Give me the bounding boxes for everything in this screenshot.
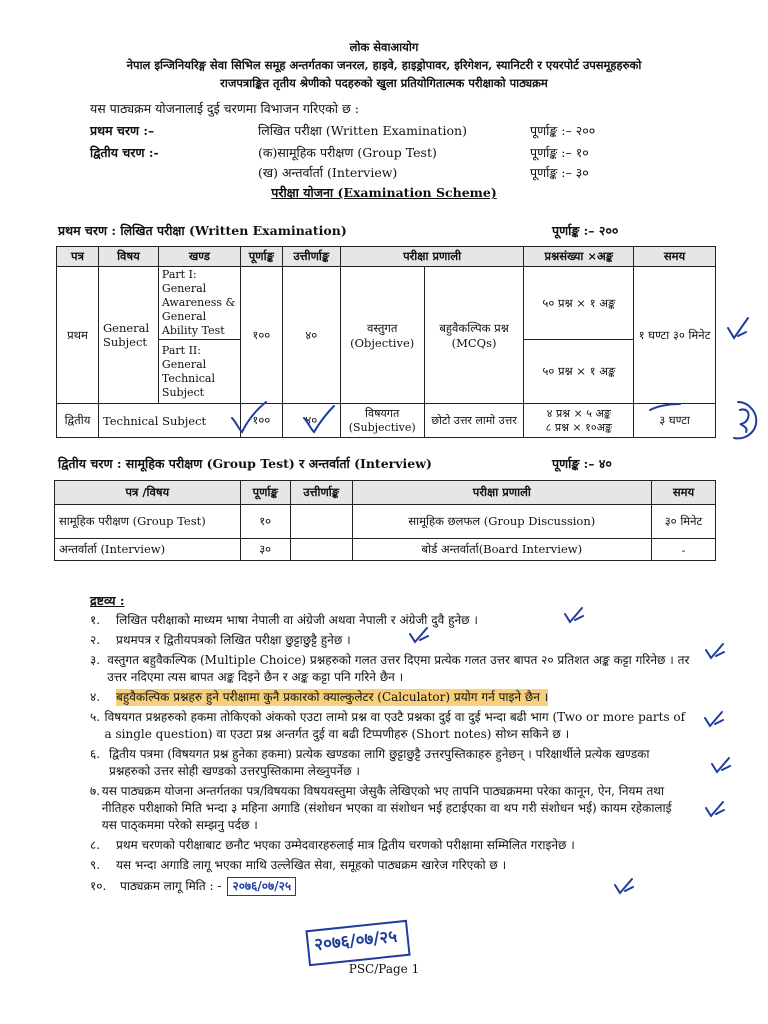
note-item: १०. पाठ्यक्रम लागू मिति : - २०७६/०७/२५ (90, 877, 690, 896)
phase2-desc-a: (क)सामूहिक परीक्षण (Group Test) (258, 145, 437, 160)
p2-row1-method: सामूहिक छलफल (Group Discussion) (352, 505, 651, 539)
p2-col-method: परीक्षा प्रणाली (352, 481, 651, 505)
note-text: विषयगत प्रश्नहरुको हकमा तोकिएको अंकको एउटा लामो प्रश्न वा एउटै प्रश्नका दुई वा दुई भन्दा बढी भाग (Two or more parts of a single question) वा एउटा प्रश्न अन्तर्गत दुई वा बढी टिप्पणीहरु (Short notes) सोध्न सकिने छ । (104, 710, 686, 741)
p2-col-pass: उत्तीर्णाङ्क (290, 481, 352, 505)
row2-type: विषयगत (Subjective) (340, 404, 424, 438)
p2-row2-method: बोर्ड अन्तर्वार्ता(Board Interview) (352, 539, 651, 561)
note-item: ५. विषयगत प्रश्नहरुको हकमा तोकिएको अंकको एउटा लामो प्रश्न वा एउटै प्रश्नका दुई वा दुई भन्दा बढी भाग (Two or more parts of a single question) वा एउटा प्रश्न अन्तर्गत दुई वा बढी टिप्पणीहरु (Short notes) सोध्न सकिने छ । (90, 709, 690, 743)
note-item: ३. वस्तुगत बहुवैकल्पिक (Multiple Choice) प्रश्नहरुको गलत उत्तर दिएमा प्रत्येक गलत उत्तर बापत २० प्रतिशत अङ्क कट्टा गरिनेछ । तर उत्तर नदिएमा त्यस बापत अङ्क दिइने छैन र अङ्क कट्टा पनि गरिने छैन । (90, 653, 690, 684)
written-exam-title: प्रथम चरण : लिखित परीक्षा (Written Examination) (58, 223, 347, 238)
row1-time: १ घण्टा ३० मिनेट (634, 267, 716, 404)
tick-mark-icon (728, 318, 748, 338)
row2-pass: ४० (282, 404, 340, 438)
p2-row1-time: ३० मिनेट (652, 505, 716, 539)
p2-col-subject: पत्र /विषय (55, 481, 241, 505)
row1-part1: Part I: General Awareness & General Ability Test (158, 267, 240, 340)
phase2-marks-b: पूर्णाङ्क :– ३० (530, 165, 589, 180)
tick-mark-icon (565, 608, 583, 622)
syllabus-title: राजपत्राङ्कित तृतीय श्रेणीको पदहरुको खुला प्रतियोगितात्मक परीक्षाको पाठ्यक्रम (220, 76, 548, 90)
note-text-highlighted: बहुवैकल्पिक प्रश्नहरु हुने परीक्षामा कुनै प्रकारको क्याल्कुलेटर (Calculator) प्रयोग गर्न पाइने छैन । (116, 690, 549, 704)
tick-mark-icon (706, 802, 724, 816)
col-subject: विषय (98, 247, 158, 267)
phase1-desc: लिखित परीक्षा (Written Examination) (258, 123, 467, 138)
row2-time: ३ घण्टा (634, 404, 716, 438)
p2-row1-full: १० (240, 505, 290, 539)
note-text: वस्तुगत बहुवैकल्पिक (Multiple Choice) प्रश्नहरुको गलत उत्तर दिएमा प्रत्येक गलत उत्तर बापत २० प्रतिशत अङ्क कट्टा गरिनेछ । तर उत्तर नदिएमा त्यस बापत अङ्क दिइने छैन र अङ्क कट्टा पनि गरिने छैन । (107, 653, 690, 684)
note-item: ४. बहुवैकल्पिक प्रश्नहरु हुने परीक्षामा कुनै प्रकारको क्याल्कुलेटर (Calculator) प्रयोग गर्न पाइने छैन । (90, 690, 549, 704)
intro-text: यस पाठ्यक्रम योजनालाई दुई चरणमा विभाजन गरिएको छ : (90, 101, 359, 116)
group-test-title: द्वितीय चरण : सामूहिक परीक्षण (Group Test) र अन्तर्वार्ता (Interview) (58, 456, 432, 471)
group-test-marks: पूर्णाङ्क :– ४० (552, 456, 612, 471)
note-text: प्रथमपत्र र द्वितीयपत्रको लिखित परीक्षा छुट्टाछुट्टै हुनेछ । (116, 633, 351, 647)
row2-subject: Technical Subject (98, 404, 240, 438)
p2-row1-subject: सामूहिक परीक्षण (Group Test) (55, 505, 241, 539)
col-paper: पत्र (57, 247, 99, 267)
note-text: यस पाठ्यक्रम योजना अन्तर्गतका पत्र/विषयका विषयवस्तुमा जेसुकै लेखिएको भए तापनि पाठ्यक्रममा परेका कानून, ऐन, नियम तथा नीतिहरु परीक्षाको मिति भन्दा ३ महिना अगाडि (संशोधन भएका वा संशोधन भई हटाईएका वा थप गरी संशोधन भई) कायम रहेकालाई यस पाठ्कममा परेको सम्झनु पर्दछ । (101, 784, 672, 832)
row1-type: वस्तुगत (Objective) (340, 267, 424, 404)
row1-paper: प्रथम (57, 267, 99, 404)
effective-date-box: २०७६/०७/२५ (227, 877, 296, 896)
note-item: ८. प्रथम चरणको परीक्षाबाट छनौट भएका उम्मेदवारहरुलाई मात्र द्वितीय चरणको परीक्षामा सम्मिलित गराइनेछ । (90, 838, 575, 852)
row1-full: १०० (240, 267, 282, 404)
row2-q1: ४ प्रश्न × ५ अङ्क (546, 406, 611, 420)
row2-paper: द्वितीय (57, 404, 99, 438)
tick-mark-icon (232, 402, 266, 432)
org-title: लोक सेवाआयोग (349, 40, 419, 54)
row2-method: छोटो उत्तर लामो उत्तर (424, 404, 524, 438)
col-section: खण्ड (158, 247, 240, 267)
col-questions: प्रश्नसंख्या ×अङ्क (524, 247, 634, 267)
row1-part2: Part II: General Technical Subject (158, 340, 240, 404)
syllabus-subtitle: नेपाल इन्जिनियरिङ्ग सेवा सिभिल समूह अन्तर्गतका जनरल, हाइवे, हाइड्रोपावर, इरिगेशन, स्यानिटरी र एयरपोर्ट उपसमूहहरुको (126, 58, 642, 72)
note-item: ६. द्वितीय पत्रमा (विषयगत प्रश्न हुनेका हकमा) प्रत्येक खण्डका लागि छुट्टाछुट्टै उत्तरपुस्तिकाहरु हुनेछन् । परिक्षार्थीले प्रत्येक खण्डका प्रश्नहरुको उत्तर सोही खण्डको उत्तरपुस्तिकामा लेख्नुपर्नेछ । (90, 746, 690, 780)
tick-mark-icon (615, 879, 633, 893)
col-exam-system: परीक्षा प्रणाली (340, 247, 524, 267)
row1-q1: ५० प्रश्न × १ अङ्क (524, 267, 634, 340)
note-item: १. लिखित परीक्षाको माध्यम भाषा नेपाली वा अंग्रेजी अथवा नेपाली र अंग्रेजी दुवै हुनेछ । (90, 613, 478, 627)
row1-q2: ५० प्रश्न × १ अङ्क (524, 340, 634, 404)
phase2-label: द्वितीय चरण :- (90, 145, 159, 160)
phase1-marks: पूर्णाङ्क :– २०० (530, 123, 596, 138)
row2-full: १०० (240, 404, 282, 438)
phase1-label: प्रथम चरण :– (90, 123, 155, 138)
tick-mark-icon (650, 404, 680, 410)
row1-subject: General Subject (98, 267, 158, 404)
row1-method: बहुवैकल्पिक प्रश्न (MCQs) (424, 267, 524, 404)
handwritten-date: २०७६/०७/२५ (313, 926, 399, 956)
notes-title: द्रष्टव्य : (90, 593, 125, 608)
written-exam-marks: पूर्णाङ्क :– २०० (552, 223, 619, 238)
tick-mark-icon (706, 644, 724, 658)
p2-col-full: पूर्णाङ्क (240, 481, 290, 505)
phase2-marks-a: पूर्णाङ्क :– १० (530, 145, 589, 160)
note-text: यस भन्दा अगाडि लागू भएका माथि उल्लेखित सेवा, समूहको पाठ्यक्रम खारेज गरिएको छ । (116, 858, 507, 872)
tick-mark-icon (410, 628, 428, 642)
note-item: २. प्रथमपत्र र द्वितीयपत्रको लिखित परीक्षा छुट्टाछुट्टै हुनेछ । (90, 633, 351, 647)
page-footer: PSC/Page 1 (348, 962, 420, 976)
tick-mark-icon (304, 406, 334, 432)
p2-col-time: समय (652, 481, 716, 505)
p2-row2-subject: अन्तर्वार्ता (Interview) (55, 539, 241, 561)
p2-row2-time: - (652, 539, 716, 561)
note-text: द्वितीय पत्रमा (विषयगत प्रश्न हुनेका हकमा) प्रत्येक खण्डका लागि छुट्टाछुट्टै उत्तरपुस्तिकाहरु हुनेछन् । परिक्षार्थीले प्रत्येक खण्डका प्रश्नहरुको उत्तर सोही खण्डको उत्तरपुस्तिकामा लेख्नुपर्नेछ । (109, 747, 650, 778)
check-circle-icon (734, 402, 756, 438)
tick-mark-icon (705, 712, 723, 726)
scheme-title: परीक्षा योजना (Examination Scheme) (271, 185, 497, 200)
row2-q2: ८ प्रश्न × १०अङ्क (545, 420, 612, 434)
note-item: ९. यस भन्दा अगाडि लागू भएका माथि उल्लेखित सेवा, समूहको पाठ्यक्रम खारेज गरिएको छ । (90, 858, 507, 872)
col-pass-marks: उत्तीर्णाङ्क (282, 247, 340, 267)
phase2-desc-b: (ख) अन्तर्वार्ता (Interview) (258, 165, 398, 180)
row1-pass: ४० (282, 267, 340, 404)
note-text: लिखित परीक्षाको माध्यम भाषा नेपाली वा अंग्रेजी अथवा नेपाली र अंग्रेजी दुवै हुनेछ । (116, 613, 478, 627)
col-time: समय (634, 247, 716, 267)
note-item: ७. यस पाठ्यक्रम योजना अन्तर्गतका पत्र/विषयका विषयवस्तुमा जेसुकै लेखिएको भए तापनि पाठ्यक्रममा परेका कानून, ऐन, नियम तथा नीतिहरु परीक्षाको मिति भन्दा ३ महिना अगाडि (संशोधन भएका वा संशोधन भई हटाईएका वा थप गरी संशोधन भई) कायम रहेकालाई यस पाठ्कममा परेको सम्झनु पर्दछ । (90, 783, 690, 834)
p2-row2-full: ३० (240, 539, 290, 561)
tick-mark-icon (712, 758, 730, 772)
note-text: पाठ्यक्रम लागू मिति : - (120, 879, 222, 893)
col-full-marks: पूर्णाङ्क (240, 247, 282, 267)
note-text: प्रथम चरणको परीक्षाबाट छनौट भएका उम्मेदवारहरुलाई मात्र द्वितीय चरणको परीक्षामा सम्मिलित गराइनेछ । (116, 838, 575, 852)
